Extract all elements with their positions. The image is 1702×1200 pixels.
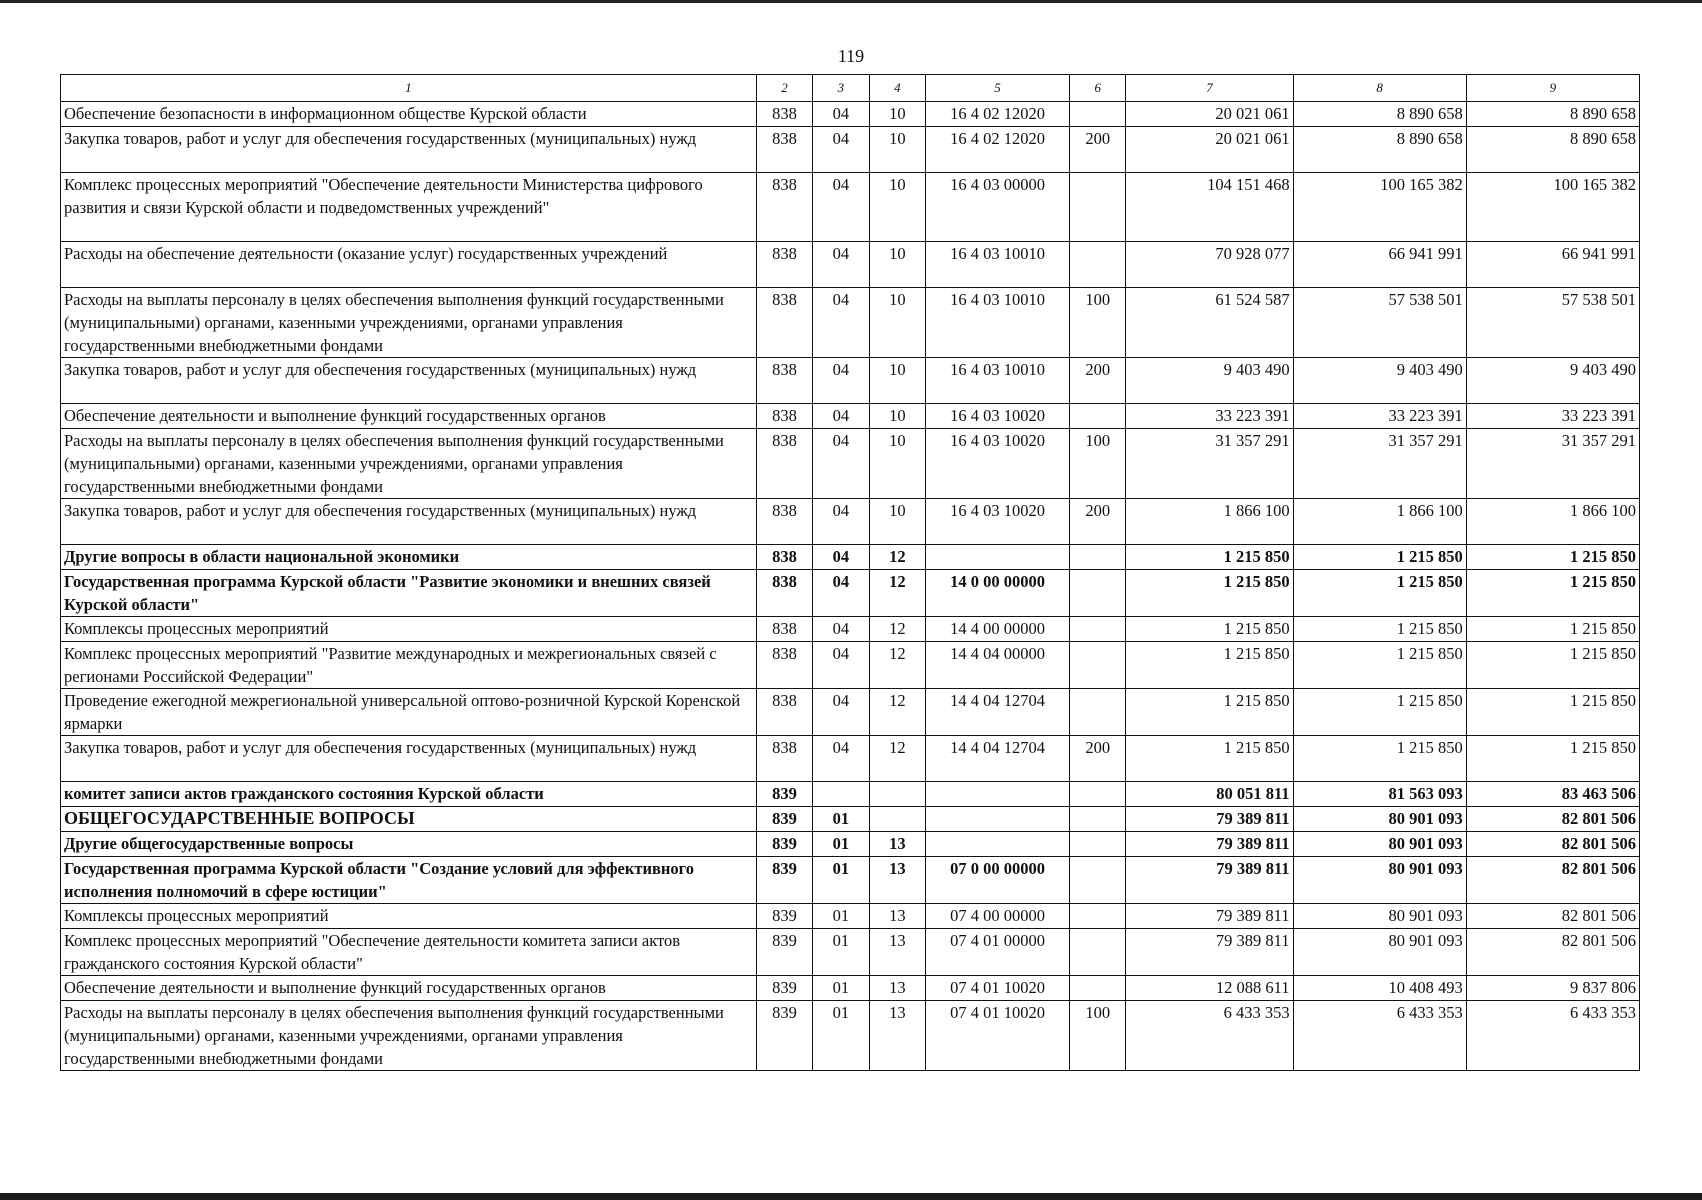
table-row	[61, 689, 1640, 736]
row-section-cell: 01	[813, 857, 869, 904]
row-section-cell: 04	[813, 617, 869, 642]
row-section-cell: 01	[813, 929, 869, 976]
row-subsection-cell: 13	[869, 857, 925, 904]
row-amount-cell: 57 538 501	[1466, 288, 1639, 358]
row-expense-type-cell: 200	[1070, 499, 1126, 545]
row-amount-cell: 79 389 811	[1126, 807, 1293, 832]
row-target-article-cell: 16 4 03 10020	[926, 429, 1070, 499]
row-expense-type-cell	[1070, 173, 1126, 242]
row-amount-cell: 82 801 506	[1466, 832, 1639, 857]
table-row	[61, 288, 1640, 358]
row-amount-cell: 20 021 061	[1126, 127, 1293, 173]
table-row	[61, 832, 1640, 857]
row-target-article-cell: 16 4 03 10010	[926, 288, 1070, 358]
row-amount-cell: 70 928 077	[1126, 242, 1293, 288]
table-row	[61, 782, 1640, 807]
row-amount-cell: 20 021 061	[1126, 102, 1293, 127]
row-subsection-cell: 12	[869, 570, 925, 617]
row-amount-cell: 9 837 806	[1466, 976, 1639, 1001]
row-expense-type-cell	[1070, 857, 1126, 904]
row-amount-cell: 1 215 850	[1126, 617, 1293, 642]
row-amount-cell: 1 215 850	[1466, 617, 1639, 642]
row-amount-cell: 80 901 093	[1293, 857, 1466, 904]
row-amount-cell: 8 890 658	[1466, 102, 1639, 127]
row-subsection-cell: 10	[869, 102, 925, 127]
table-body	[61, 102, 1640, 1071]
row-name-cell: Закупка товаров, работ и услуг для обеспечения государственных (муниципальных) нужд	[61, 358, 757, 404]
row-expense-type-cell	[1070, 545, 1126, 570]
row-subsection-cell: 10	[869, 358, 925, 404]
row-section-cell: 04	[813, 288, 869, 358]
row-name-cell: Комплексы процессных мероприятий	[61, 904, 757, 929]
row-subsection-cell	[869, 782, 925, 807]
row-code-cell: 838	[756, 429, 812, 499]
scan-edge-bottom	[0, 1193, 1702, 1200]
row-target-article-cell: 16 4 03 10020	[926, 404, 1070, 429]
row-section-cell: 01	[813, 807, 869, 832]
scan-edge-top	[0, 0, 1702, 3]
table-row	[61, 736, 1640, 782]
row-expense-type-cell	[1070, 617, 1126, 642]
table-row	[61, 242, 1640, 288]
row-amount-cell: 80 051 811	[1126, 782, 1293, 807]
row-section-cell: 04	[813, 570, 869, 617]
row-amount-cell: 1 215 850	[1293, 570, 1466, 617]
table-row	[61, 102, 1640, 127]
row-name-cell: Расходы на выплаты персоналу в целях обеспечения выполнения функций государственными (муниципальными) органами, казенными учреждениями, органами управления государственными внебюджетными фондами	[61, 288, 757, 358]
header-cell: 5	[926, 75, 1070, 102]
row-code-cell: 839	[756, 929, 812, 976]
row-code-cell: 838	[756, 127, 812, 173]
row-name-cell: комитет записи актов гражданского состояния Курской области	[61, 782, 757, 807]
row-code-cell: 839	[756, 782, 812, 807]
row-expense-type-cell: 100	[1070, 1001, 1126, 1071]
row-name-cell: Закупка товаров, работ и услуг для обеспечения государственных (муниципальных) нужд	[61, 127, 757, 173]
row-subsection-cell: 10	[869, 242, 925, 288]
row-code-cell: 839	[756, 857, 812, 904]
row-code-cell: 838	[756, 499, 812, 545]
row-amount-cell: 8 890 658	[1466, 127, 1639, 173]
header-row	[61, 75, 1640, 102]
row-target-article-cell: 14 4 00 00000	[926, 617, 1070, 642]
row-subsection-cell: 12	[869, 736, 925, 782]
row-amount-cell: 82 801 506	[1466, 857, 1639, 904]
row-amount-cell: 6 433 353	[1466, 1001, 1639, 1071]
row-expense-type-cell: 100	[1070, 288, 1126, 358]
row-section-cell: 04	[813, 242, 869, 288]
row-target-article-cell: 16 4 03 10020	[926, 499, 1070, 545]
row-target-article-cell: 14 4 04 12704	[926, 689, 1070, 736]
row-amount-cell: 1 866 100	[1126, 499, 1293, 545]
row-amount-cell: 1 215 850	[1466, 736, 1639, 782]
row-subsection-cell: 13	[869, 929, 925, 976]
row-amount-cell: 80 901 093	[1293, 904, 1466, 929]
header-cell: 9	[1466, 75, 1639, 102]
row-section-cell: 01	[813, 904, 869, 929]
header-cell: 7	[1126, 75, 1293, 102]
table-row	[61, 807, 1640, 832]
row-code-cell: 839	[756, 832, 812, 857]
row-amount-cell: 82 801 506	[1466, 904, 1639, 929]
row-amount-cell: 12 088 611	[1126, 976, 1293, 1001]
row-code-cell: 838	[756, 642, 812, 689]
row-target-article-cell: 16 4 03 10010	[926, 358, 1070, 404]
row-target-article-cell: 16 4 03 00000	[926, 173, 1070, 242]
row-name-cell: Расходы на выплаты персоналу в целях обеспечения выполнения функций государственными (муниципальными) органами, казенными учреждениями, органами управления государственными внебюджетными фондами	[61, 429, 757, 499]
row-amount-cell: 61 524 587	[1126, 288, 1293, 358]
row-target-article-cell: 07 4 00 00000	[926, 904, 1070, 929]
row-section-cell: 01	[813, 1001, 869, 1071]
row-target-article-cell: 07 4 01 10020	[926, 976, 1070, 1001]
row-amount-cell: 31 357 291	[1126, 429, 1293, 499]
row-amount-cell: 8 890 658	[1293, 127, 1466, 173]
row-name-cell: Проведение ежегодной межрегиональной универсальной оптово-розничной Курской Коренской ярмарки	[61, 689, 757, 736]
header-cell: 2	[756, 75, 812, 102]
row-name-cell: Комплекс процессных мероприятий "Обеспечение деятельности комитета записи актов гражданского состояния Курской области"	[61, 929, 757, 976]
row-expense-type-cell	[1070, 689, 1126, 736]
table-row	[61, 570, 1640, 617]
row-amount-cell: 79 389 811	[1126, 832, 1293, 857]
budget-table	[60, 74, 1640, 1071]
row-amount-cell: 104 151 468	[1126, 173, 1293, 242]
row-name-cell: Обеспечение безопасности в информационном обществе Курской области	[61, 102, 757, 127]
row-target-article-cell: 07 4 01 10020	[926, 1001, 1070, 1071]
row-amount-cell: 79 389 811	[1126, 929, 1293, 976]
header-cell: 8	[1293, 75, 1466, 102]
page-number: 119	[837, 46, 865, 66]
table-row	[61, 173, 1640, 242]
row-section-cell: 04	[813, 404, 869, 429]
table-row	[61, 429, 1640, 499]
table-row	[61, 929, 1640, 976]
row-amount-cell: 1 215 850	[1293, 545, 1466, 570]
row-code-cell: 839	[756, 1001, 812, 1071]
row-expense-type-cell	[1070, 782, 1126, 807]
row-amount-cell: 83 463 506	[1466, 782, 1639, 807]
table-row	[61, 617, 1640, 642]
row-amount-cell: 57 538 501	[1293, 288, 1466, 358]
row-code-cell: 838	[756, 242, 812, 288]
row-amount-cell: 1 215 850	[1126, 689, 1293, 736]
row-name-cell: Закупка товаров, работ и услуг для обеспечения государственных (муниципальных) нужд	[61, 736, 757, 782]
row-amount-cell: 100 165 382	[1293, 173, 1466, 242]
row-amount-cell: 33 223 391	[1293, 404, 1466, 429]
row-amount-cell: 1 215 850	[1466, 545, 1639, 570]
row-name-cell: Обеспечение деятельности и выполнение функций государственных органов	[61, 976, 757, 1001]
row-amount-cell: 66 941 991	[1293, 242, 1466, 288]
row-name-cell: Комплекс процессных мероприятий "Обеспечение деятельности Министерства цифрового развития и связи Курской области и подведомственных учреждений"	[61, 173, 757, 242]
row-subsection-cell: 10	[869, 127, 925, 173]
row-amount-cell: 100 165 382	[1466, 173, 1639, 242]
row-section-cell: 04	[813, 736, 869, 782]
row-code-cell: 839	[756, 807, 812, 832]
row-amount-cell: 1 215 850	[1126, 545, 1293, 570]
row-section-cell: 04	[813, 689, 869, 736]
table-row	[61, 404, 1640, 429]
table-row	[61, 976, 1640, 1001]
row-subsection-cell	[869, 807, 925, 832]
row-amount-cell: 1 866 100	[1466, 499, 1639, 545]
row-code-cell: 838	[756, 736, 812, 782]
row-amount-cell: 1 215 850	[1126, 736, 1293, 782]
row-name-cell: Расходы на выплаты персоналу в целях обеспечения выполнения функций государственными (муниципальными) органами, казенными учреждениями, органами управления государственными внебюджетными фондами	[61, 1001, 757, 1071]
row-section-cell	[813, 782, 869, 807]
row-amount-cell: 79 389 811	[1126, 857, 1293, 904]
table-row	[61, 904, 1640, 929]
row-amount-cell: 10 408 493	[1293, 976, 1466, 1001]
row-expense-type-cell	[1070, 642, 1126, 689]
row-subsection-cell: 10	[869, 404, 925, 429]
row-expense-type-cell: 200	[1070, 358, 1126, 404]
row-name-cell: Государственная программа Курской области "Создание условий для эффективного исполнения полномочий в сфере юстиции"	[61, 857, 757, 904]
row-subsection-cell: 13	[869, 832, 925, 857]
row-code-cell: 838	[756, 102, 812, 127]
row-amount-cell: 82 801 506	[1466, 929, 1639, 976]
row-amount-cell: 9 403 490	[1126, 358, 1293, 404]
row-section-cell: 04	[813, 127, 869, 173]
row-amount-cell: 1 215 850	[1466, 642, 1639, 689]
row-amount-cell: 1 215 850	[1126, 570, 1293, 617]
row-amount-cell: 33 223 391	[1466, 404, 1639, 429]
row-amount-cell: 66 941 991	[1466, 242, 1639, 288]
row-target-article-cell: 07 4 01 00000	[926, 929, 1070, 976]
row-name-cell: Обеспечение деятельности и выполнение функций государственных органов	[61, 404, 757, 429]
row-amount-cell: 8 890 658	[1293, 102, 1466, 127]
row-code-cell: 838	[756, 689, 812, 736]
row-target-article-cell	[926, 807, 1070, 832]
row-amount-cell: 1 215 850	[1293, 617, 1466, 642]
row-subsection-cell: 12	[869, 642, 925, 689]
row-expense-type-cell: 200	[1070, 127, 1126, 173]
row-expense-type-cell	[1070, 976, 1126, 1001]
row-code-cell: 838	[756, 570, 812, 617]
table-row	[61, 127, 1640, 173]
row-name-cell: Комплекс процессных мероприятий "Развитие международных и межрегиональных связей с регионами Российской Федерации"	[61, 642, 757, 689]
row-expense-type-cell	[1070, 832, 1126, 857]
row-section-cell: 04	[813, 102, 869, 127]
row-amount-cell: 82 801 506	[1466, 807, 1639, 832]
row-target-article-cell: 16 4 02 12020	[926, 127, 1070, 173]
row-expense-type-cell: 100	[1070, 429, 1126, 499]
header-cell: 1	[61, 75, 757, 102]
row-name-cell: ОБЩЕГОСУДАРСТВЕННЫЕ ВОПРОСЫ	[61, 807, 757, 832]
row-target-article-cell: 07 0 00 00000	[926, 857, 1070, 904]
row-target-article-cell	[926, 832, 1070, 857]
row-amount-cell: 31 357 291	[1293, 429, 1466, 499]
row-subsection-cell: 10	[869, 173, 925, 242]
row-amount-cell: 80 901 093	[1293, 929, 1466, 976]
row-target-article-cell: 14 0 00 00000	[926, 570, 1070, 617]
row-amount-cell: 79 389 811	[1126, 904, 1293, 929]
row-expense-type-cell	[1070, 904, 1126, 929]
row-amount-cell: 6 433 353	[1126, 1001, 1293, 1071]
row-section-cell: 04	[813, 358, 869, 404]
row-target-article-cell	[926, 545, 1070, 570]
row-amount-cell: 9 403 490	[1293, 358, 1466, 404]
row-amount-cell: 1 215 850	[1293, 736, 1466, 782]
row-target-article-cell: 14 4 04 00000	[926, 642, 1070, 689]
row-subsection-cell: 12	[869, 617, 925, 642]
row-section-cell: 04	[813, 173, 869, 242]
row-expense-type-cell	[1070, 242, 1126, 288]
row-code-cell: 838	[756, 617, 812, 642]
table-row	[61, 545, 1640, 570]
row-code-cell: 838	[756, 288, 812, 358]
table-row	[61, 499, 1640, 545]
row-section-cell: 01	[813, 832, 869, 857]
row-subsection-cell: 10	[869, 499, 925, 545]
row-expense-type-cell	[1070, 102, 1126, 127]
row-section-cell: 04	[813, 429, 869, 499]
row-amount-cell: 31 357 291	[1466, 429, 1639, 499]
table-row	[61, 642, 1640, 689]
row-name-cell: Другие общегосударственные вопросы	[61, 832, 757, 857]
row-subsection-cell: 13	[869, 976, 925, 1001]
row-subsection-cell: 12	[869, 689, 925, 736]
row-expense-type-cell	[1070, 404, 1126, 429]
row-section-cell: 04	[813, 642, 869, 689]
row-subsection-cell: 10	[869, 429, 925, 499]
row-amount-cell: 81 563 093	[1293, 782, 1466, 807]
row-amount-cell: 1 215 850	[1293, 642, 1466, 689]
table-row	[61, 857, 1640, 904]
row-amount-cell: 1 215 850	[1126, 642, 1293, 689]
row-subsection-cell: 12	[869, 545, 925, 570]
row-name-cell: Комплексы процессных мероприятий	[61, 617, 757, 642]
row-amount-cell: 80 901 093	[1293, 807, 1466, 832]
row-target-article-cell: 16 4 02 12020	[926, 102, 1070, 127]
row-expense-type-cell	[1070, 807, 1126, 832]
row-target-article-cell: 14 4 04 12704	[926, 736, 1070, 782]
row-code-cell: 839	[756, 976, 812, 1001]
row-name-cell: Другие вопросы в области национальной экономики	[61, 545, 757, 570]
row-section-cell: 04	[813, 499, 869, 545]
row-section-cell: 04	[813, 545, 869, 570]
row-amount-cell: 1 215 850	[1466, 689, 1639, 736]
row-amount-cell: 80 901 093	[1293, 832, 1466, 857]
row-amount-cell: 1 866 100	[1293, 499, 1466, 545]
row-expense-type-cell: 200	[1070, 736, 1126, 782]
header-cell: 3	[813, 75, 869, 102]
row-code-cell: 839	[756, 904, 812, 929]
row-amount-cell: 1 215 850	[1466, 570, 1639, 617]
row-code-cell: 838	[756, 358, 812, 404]
row-amount-cell: 6 433 353	[1293, 1001, 1466, 1071]
table-row	[61, 1001, 1640, 1071]
row-name-cell: Расходы на обеспечение деятельности (оказание услуг) государственных учреждений	[61, 242, 757, 288]
row-subsection-cell: 10	[869, 288, 925, 358]
row-code-cell: 838	[756, 545, 812, 570]
row-name-cell: Закупка товаров, работ и услуг для обеспечения государственных (муниципальных) нужд	[61, 499, 757, 545]
header-cell: 6	[1070, 75, 1126, 102]
row-amount-cell: 33 223 391	[1126, 404, 1293, 429]
row-amount-cell: 9 403 490	[1466, 358, 1639, 404]
row-name-cell: Государственная программа Курской области "Развитие экономики и внешних связей Курской области"	[61, 570, 757, 617]
row-expense-type-cell	[1070, 929, 1126, 976]
row-target-article-cell: 16 4 03 10010	[926, 242, 1070, 288]
row-target-article-cell	[926, 782, 1070, 807]
row-subsection-cell: 13	[869, 904, 925, 929]
table-row	[61, 358, 1640, 404]
row-subsection-cell: 13	[869, 1001, 925, 1071]
row-code-cell: 838	[756, 404, 812, 429]
row-amount-cell: 1 215 850	[1293, 689, 1466, 736]
row-code-cell: 838	[756, 173, 812, 242]
header-cell: 4	[869, 75, 925, 102]
row-expense-type-cell	[1070, 570, 1126, 617]
row-section-cell: 01	[813, 976, 869, 1001]
